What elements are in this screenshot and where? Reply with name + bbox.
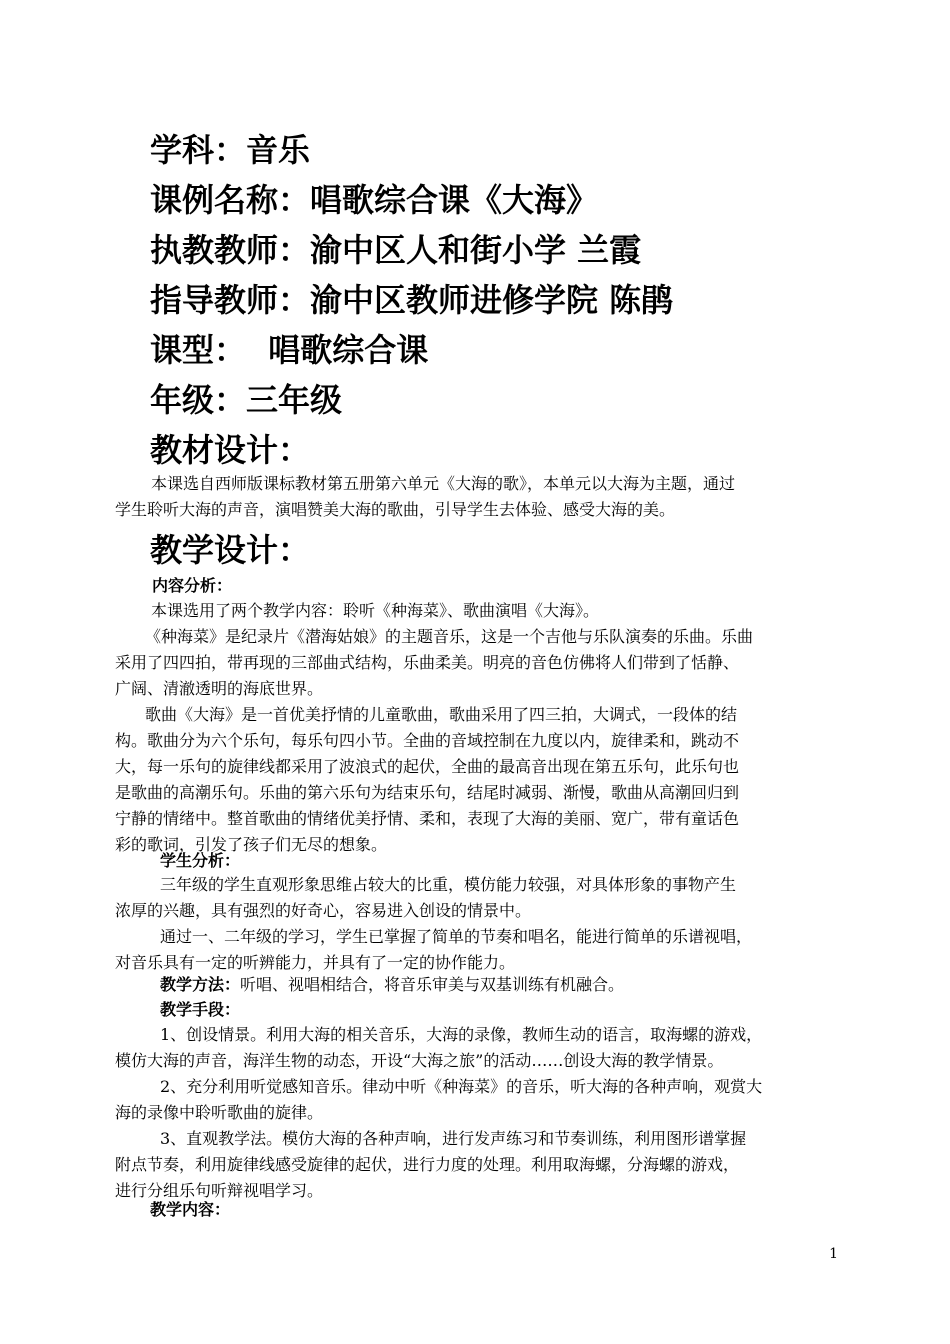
text-line: 对音乐具有一定的听辨能力，并具有了一定的协作能力。 bbox=[115, 953, 516, 972]
text-line: 构。歌曲分为六个乐句，每乐句四小节。全曲的音域控制在九度以内，旋律柔和，跳动不 bbox=[115, 731, 740, 750]
student-analysis-heading: 学生分析： bbox=[160, 851, 241, 870]
text-line: 进行分组乐句听辩视唱学习。 bbox=[115, 1181, 324, 1200]
page-number: 1 bbox=[829, 1246, 838, 1262]
text-line: 本课选自西师版课标教材第五册第六单元《大海的歌》，本单元以大海为主题，通过 bbox=[151, 474, 736, 493]
material-design-text bbox=[115, 471, 845, 523]
text-line: 歌曲《大海》是一首优美抒情的儿童歌曲，歌曲采用了四三拍，大调式，一段体的结 bbox=[145, 705, 738, 724]
text-line: 是歌曲的高潮乐句。乐曲的第六乐句为结束乐句，结尾时减弱、渐慢，歌曲从高潮回归到 bbox=[115, 783, 740, 802]
method-label: 教学方法： bbox=[160, 975, 241, 994]
content-analysis-text bbox=[115, 598, 845, 858]
content-analysis-heading: 内容分析： bbox=[152, 576, 233, 595]
text-line: 三年级的学生直观形象思维占较大的比重，模仿能力较强，对具体形象的事物产生 bbox=[160, 875, 737, 894]
advisor-line: 指导教师：渝中区教师进修学院 陈鹃 bbox=[150, 281, 674, 319]
text-line: 本课选用了两个教学内容：聆听《种海菜》、歌曲演唱《大海》。 bbox=[151, 601, 600, 620]
teaching-means-heading: 教学手段： bbox=[160, 1000, 241, 1019]
text-line: 大，每一乐句的旋律线都采用了波浪式的起伏，全曲的最高音出现在第五乐句，此乐句也 bbox=[115, 757, 740, 776]
text-line: 彩的歌词，引发了孩子们无尽的想象。 bbox=[115, 835, 388, 854]
text-line: 2、充分利用听觉感知音乐。律动中听《种海菜》的音乐，听大海的各种声响，观赏大 bbox=[160, 1077, 763, 1096]
text-line: 海的录像中聆听歌曲的旋律。 bbox=[115, 1103, 324, 1122]
text-line: 宁静的情绪中。整首歌曲的情绪优美抒情、柔和，表现了大海的美丽、宽广，带有童话色 bbox=[115, 809, 740, 828]
text-line: 广阔、清澈透明的海底世界。 bbox=[115, 679, 324, 698]
text-line: 1、创设情景。利用大海的相关音乐，大海的录像，教师生动的语言，取海螺的游戏， bbox=[160, 1025, 763, 1044]
lesson-title-line: 课例名称：唱歌综合课《大海》 bbox=[150, 181, 599, 219]
text-line: 学生聆听大海的声音，演唱赞美大海的歌曲，引导学生去体验、感受大海的美。 bbox=[115, 500, 676, 519]
lesson-type-line: 课型： 唱歌综合课 bbox=[150, 331, 429, 369]
teaching-content-heading: 教学内容： bbox=[150, 1200, 231, 1219]
text-line: 模仿大海的声音，海洋生物的动态，开设“大海之旅”的活动……创设大海的教学情景。 bbox=[115, 1051, 724, 1070]
grade-line: 年级：三年级 bbox=[150, 381, 343, 419]
text-line: 附点节奏，利用旋律线感受旋律的起伏，进行力度的处理。利用取海螺，分海螺的游戏， bbox=[115, 1155, 740, 1174]
method-text: 听唱、视唱相结合，将音乐审美与双基训练有机融合。 bbox=[240, 975, 625, 994]
teacher-line: 执教教师：渝中区人和街小学 兰霞 bbox=[150, 231, 642, 269]
subject-line: 学科：音乐 bbox=[150, 131, 311, 169]
text-line: 3、直观教学法。模仿大海的各种声响，进行发声练习和节奏训练，利用图形谱掌握 bbox=[160, 1129, 747, 1148]
text-line: 浓厚的兴趣，具有强烈的好奇心，容易进入创设的情景中。 bbox=[115, 901, 532, 920]
text-line: 通过一、二年级的学习，学生已掌握了简单的节奏和唱名，能进行简单的乐谱视唱， bbox=[160, 927, 753, 946]
method-line bbox=[160, 972, 850, 998]
teaching-means-text bbox=[115, 1022, 845, 1204]
teaching-design-heading: 教学设计： bbox=[150, 531, 311, 569]
text-line: 《种海菜》是纪录片《潜海姑娘》的主题音乐，这是一个吉他与乐队演奏的乐曲。乐曲 bbox=[145, 627, 754, 646]
method-row bbox=[160, 972, 850, 998]
text-line: 采用了四四拍，带再现的三部曲式结构，乐曲柔美。明亮的音色仿佛将人们带到了恬静、 bbox=[115, 653, 740, 672]
student-analysis-text bbox=[115, 872, 845, 976]
material-design-heading: 教材设计： bbox=[150, 431, 311, 469]
